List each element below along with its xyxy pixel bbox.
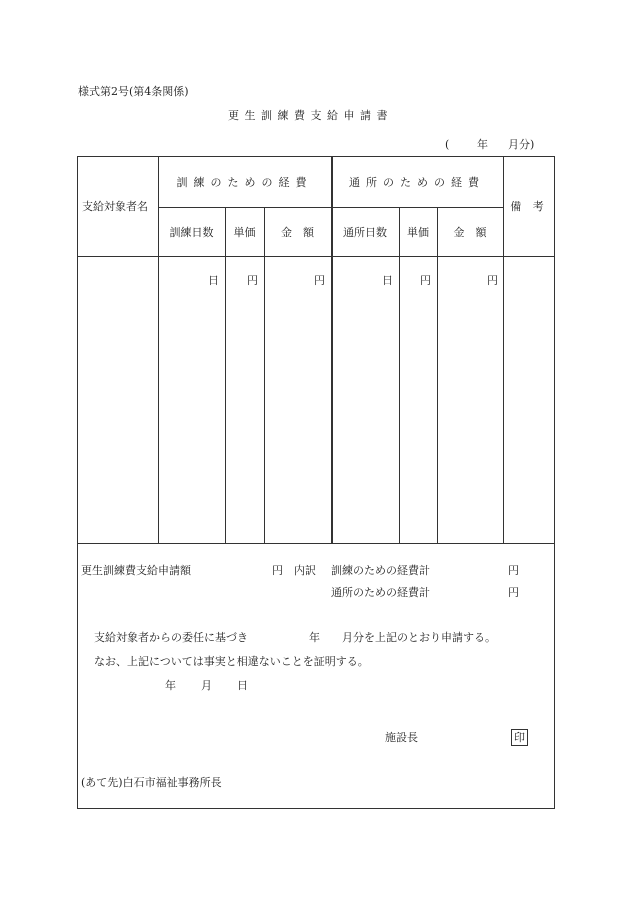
seal-mark: 印 bbox=[511, 729, 528, 746]
header-remarks: 備 考 bbox=[510, 200, 548, 213]
period-open: ( bbox=[445, 138, 450, 151]
date-year-label: 年 bbox=[165, 679, 176, 692]
col-divider-remarks bbox=[503, 156, 504, 543]
application-form-frame bbox=[77, 156, 555, 809]
declaration-line1-year: 年 bbox=[309, 631, 320, 644]
header-recipient-name: 支給対象者名 bbox=[82, 200, 148, 213]
col-divider-groups bbox=[331, 156, 333, 543]
unit-commute-unit-price: 円 bbox=[420, 274, 431, 287]
col-divider-commute-price bbox=[437, 207, 438, 543]
date-day-label: 日 bbox=[237, 679, 248, 692]
header-commute-expenses: 通所のための経費 bbox=[349, 176, 485, 189]
unit-commute-days: 日 bbox=[382, 274, 393, 287]
summary-label: 更生訓練費支給申請額 bbox=[81, 564, 191, 577]
facility-head-label: 施設長 bbox=[385, 731, 418, 744]
header-commute-unit-price: 単価 bbox=[407, 226, 429, 239]
date-month-label: 月 bbox=[201, 679, 212, 692]
declaration-line2: なお、上記については事実と相違ないことを証明する。 bbox=[94, 655, 369, 668]
summary-commute-yen: 円 bbox=[508, 586, 519, 599]
col-divider-recipient bbox=[158, 156, 159, 543]
declaration-line1-b: 月分を上記のとおり申請する。 bbox=[342, 631, 496, 644]
unit-commute-amount: 円 bbox=[487, 274, 498, 287]
header-training-days: 訓練日数 bbox=[169, 226, 214, 239]
summary-training-total: 訓練のための経費計 bbox=[331, 564, 430, 577]
col-divider-training-days bbox=[225, 207, 226, 543]
header-training-unit-price: 単価 bbox=[233, 226, 256, 239]
summary-breakdown-label: 内訳 bbox=[294, 564, 316, 577]
header-commute-amount: 金 額 bbox=[453, 226, 487, 239]
declaration-line1-a: 支給対象者からの委任に基づき bbox=[94, 631, 248, 644]
header-bottom-rule bbox=[77, 256, 555, 257]
summary-training-yen: 円 bbox=[508, 564, 519, 577]
col-divider-commute-days bbox=[399, 207, 400, 543]
addressee: (あて先)白石市福祉事務所長 bbox=[81, 776, 222, 789]
summary-commute-total: 通所のための経費計 bbox=[331, 586, 430, 599]
form-number: 様式第2号(第4条関係) bbox=[78, 85, 189, 98]
unit-training-days: 日 bbox=[208, 274, 219, 287]
header-training-amount: 金 額 bbox=[281, 226, 314, 239]
header-commute-days: 通所日数 bbox=[343, 226, 387, 239]
unit-training-amount: 円 bbox=[314, 274, 325, 287]
col-divider-training-price bbox=[264, 207, 265, 543]
header-training-expenses: 訓練のための経費 bbox=[176, 176, 313, 189]
document-title: 更生訓練費支給申請書 bbox=[228, 109, 393, 122]
period-month-label: 月分) bbox=[508, 138, 535, 151]
summary-yen: 円 bbox=[272, 564, 283, 577]
period-year-label: 年 bbox=[477, 138, 488, 151]
table-bottom-rule bbox=[77, 543, 555, 544]
unit-training-unit-price: 円 bbox=[247, 274, 258, 287]
